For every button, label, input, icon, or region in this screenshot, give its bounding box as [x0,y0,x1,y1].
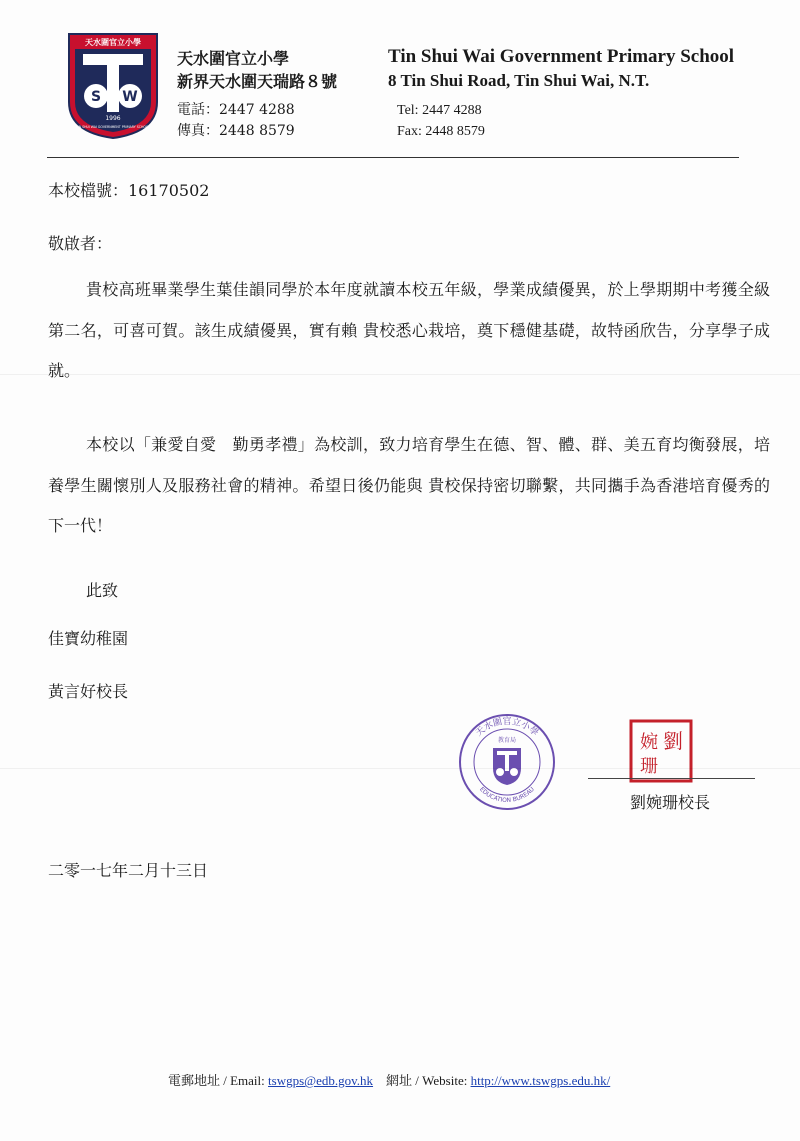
recipient-person: 黃言好校長 [48,682,129,701]
closing: 此致 [86,581,119,600]
principal-seal [628,718,694,784]
logo-year: 1996 [105,115,121,122]
school-fax-en: Fax: 2448 8579 [397,124,485,139]
seal-sub-text: 教育局 [497,737,517,744]
seal-top-text: 天水圍官立小學 [474,717,540,739]
svg-text:天水圍官立小學 [474,715,541,738]
paragraph-achievement: 貴校高班畢業學生葉佳韻同學於本年度就讀本校五年級，學業成績優異，於上學期期中考獲全級第二名，可喜可賀。該生成績優異，實有賴 貴校悉心栽培，奠下穩健基礎，故特函欣告，分享學子成就。 [48,280,770,380]
footer [168,1070,610,1089]
paragraph-school-motto: 本校以「兼愛自愛 勤勇孝禮」為校訓，致力培育學生在德、智、體、群、美五育均衡發展，培養學生關懷別人及服務社會的精神。希望日後仍能與 貴校保持密切聯繫，共同攜手為香港培育優秀的下一代！ [48,435,770,535]
svg-text:珊: 珊 [640,756,658,777]
school-name-zh: 天水圍官立小學 [177,49,290,68]
footer-website-link[interactable]: http://www.tswgps.edu.hk/ [470,1073,611,1088]
signature-line [588,778,755,779]
school-fax-zh: 傳真：2448 8579 [177,123,295,139]
svg-text:婉: 婉 [640,732,658,753]
logo-text: 天水圍官立小學 [85,38,141,47]
school-logo [67,32,159,140]
footer-website-label: 網址 / Website: [386,1073,471,1088]
seal-bottom-text: EDUCATION BUREAU [478,785,536,805]
footer-email-link[interactable]: tswgps@edb.gov.hk [268,1073,374,1088]
recipient-organization: 佳寶幼稚園 [48,629,129,648]
school-address-en: 8 Tin Shui Road, Tin Shui Wai, N.T. [388,71,650,90]
logo-motto: TIN SHUI WAI GOVERNMENT PRIMARY SCHOOL [75,125,151,129]
paper-fold [0,768,800,769]
school-name-en: Tin Shui Wai Government Primary School [388,46,735,67]
svg-text:S: S [90,89,102,105]
footer-email-label: 電郵地址 / Email: [168,1073,269,1088]
signatory: 劉婉珊校長 [630,793,711,812]
school-name-zh-block [177,47,337,93]
svg-text:W: W [122,89,138,105]
school-address-zh: 新界天水圍天瑞路８號 [177,72,338,91]
salutation: 敬啟者： [48,234,113,253]
school-seal [457,712,557,812]
reference-number: 本校檔號：16170502 [48,181,210,200]
school-contact-en [397,100,485,142]
school-contact-zh [177,100,295,142]
school-tel-zh: 電話：2447 4288 [177,102,295,118]
school-tel-en: Tel: 2447 4288 [397,103,482,118]
svg-text:劉: 劉 [663,729,683,753]
letter-date: 二零一七年二月十三日 [48,861,209,880]
paper-fold [0,374,800,375]
letterhead-divider [47,157,739,158]
